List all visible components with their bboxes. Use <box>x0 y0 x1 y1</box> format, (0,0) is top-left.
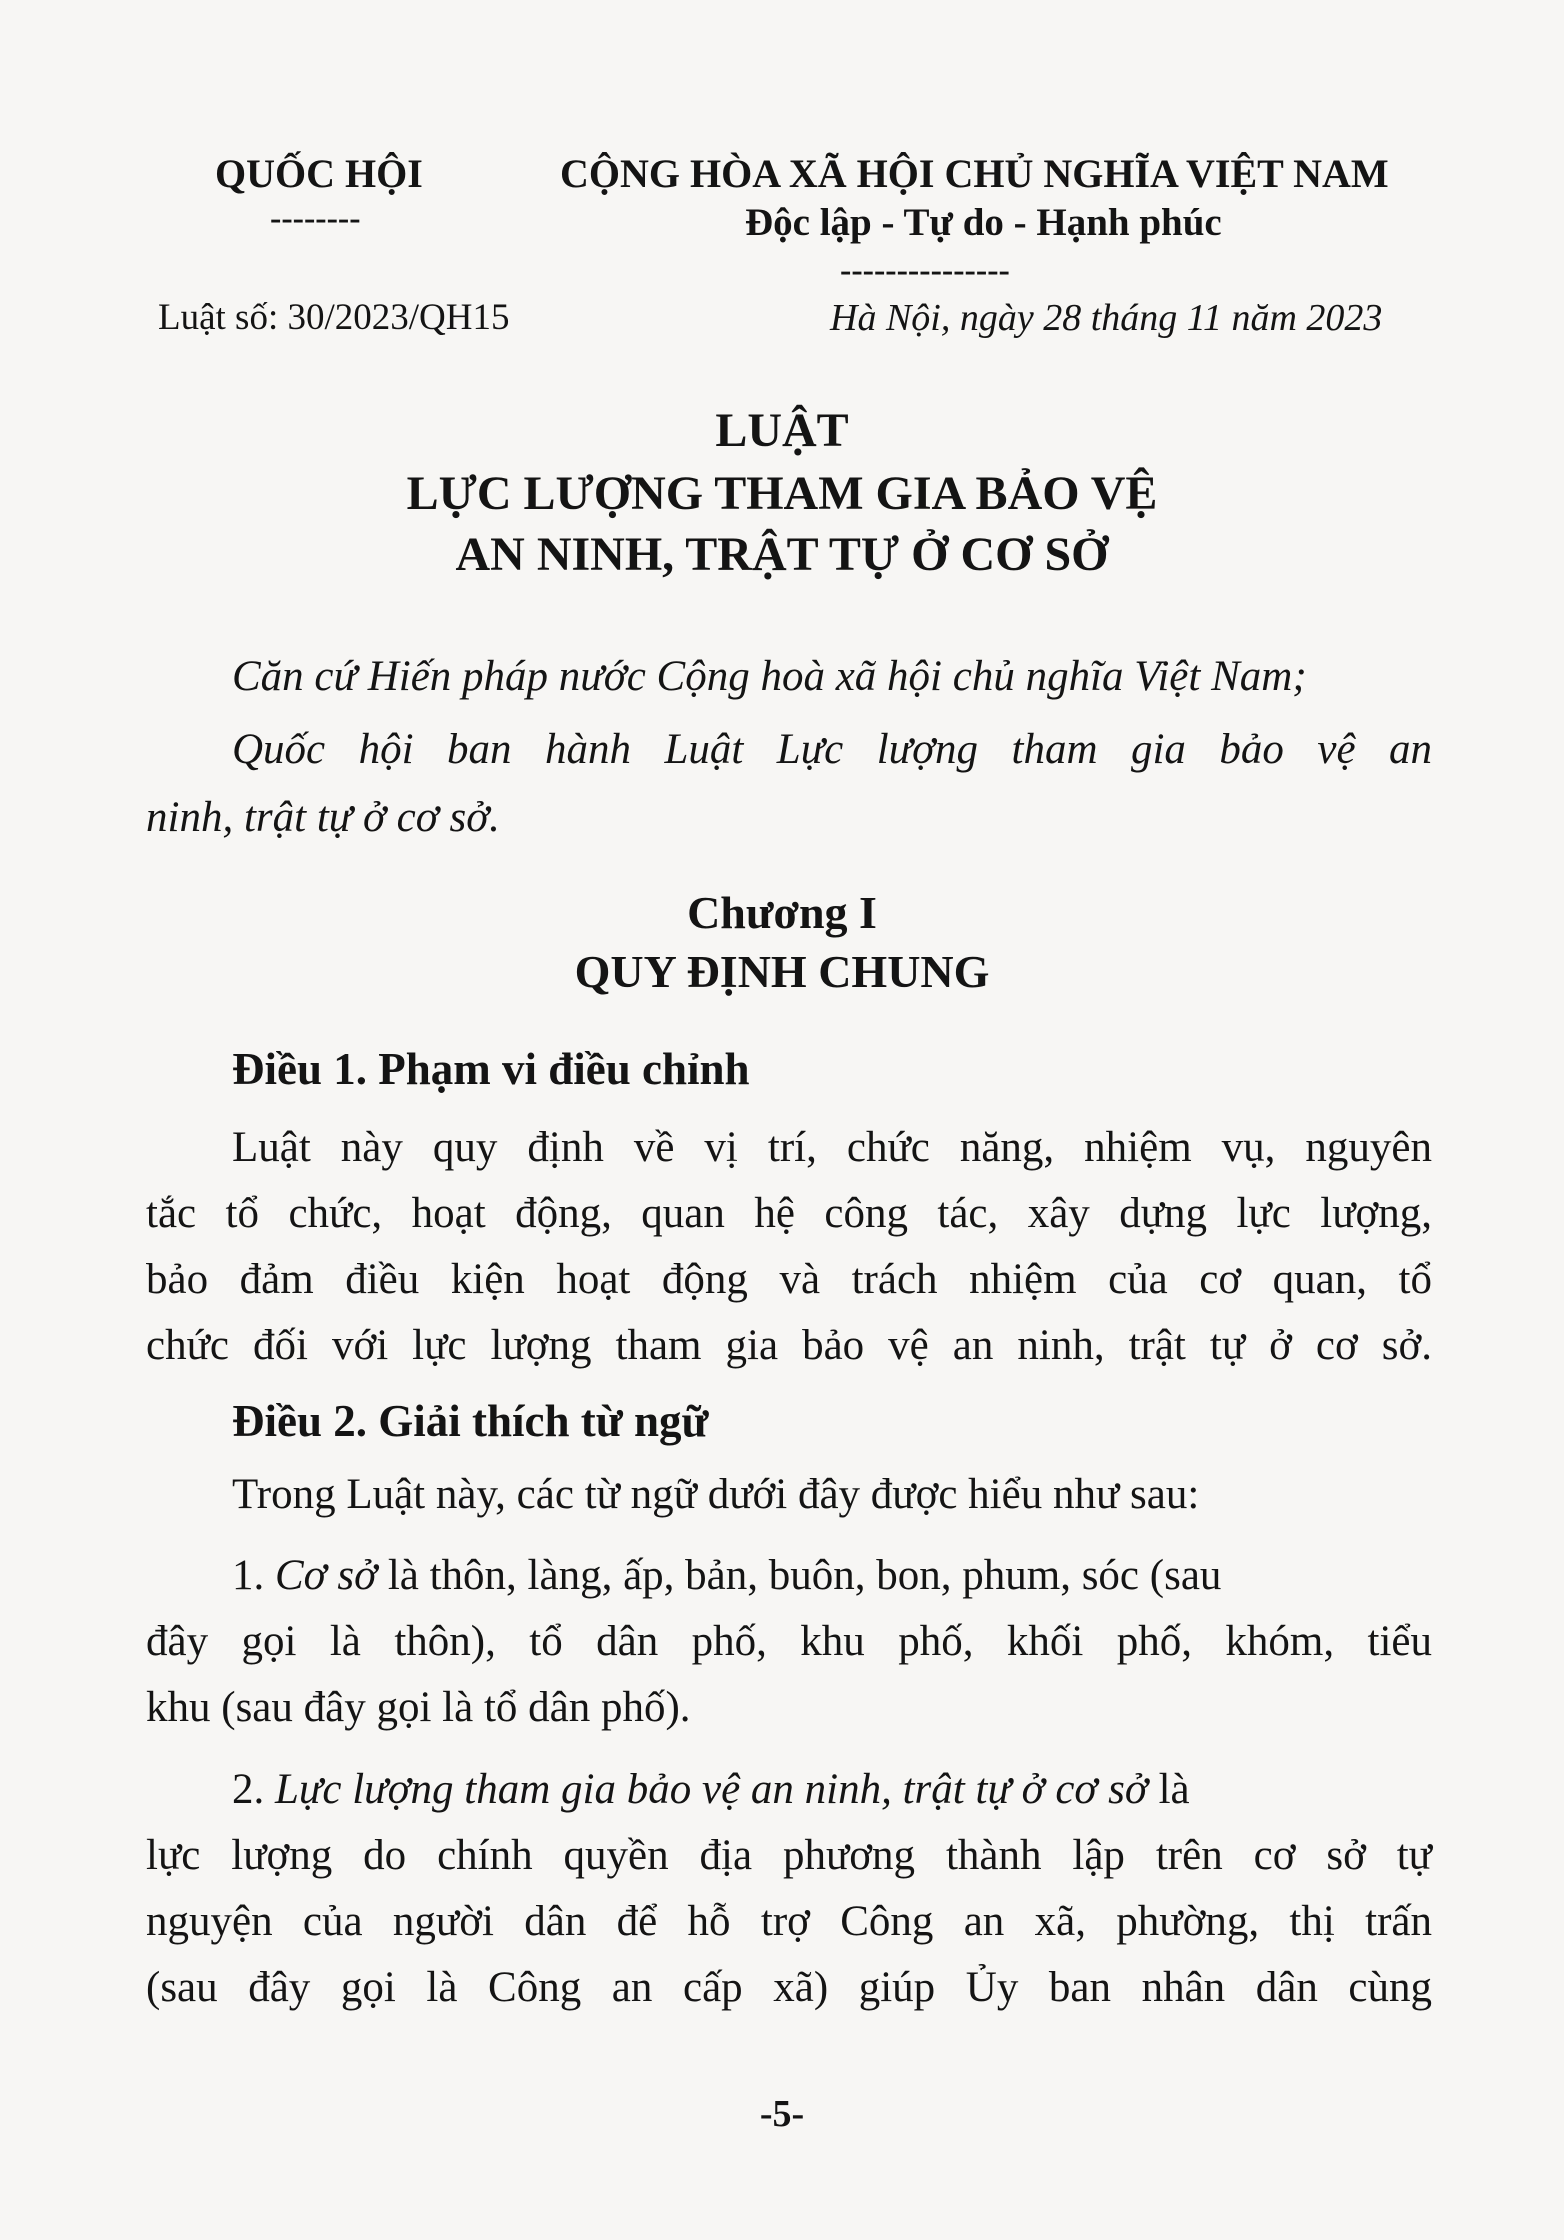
definition-1-line-1 <box>232 1551 1432 1600</box>
article-1-line: Luật này quy định về vị trí, chức năng, nhiệm vụ, nguyên <box>232 1124 1432 1171</box>
definition-2-line-3: nguyện của người dân để hỗ trợ Công an xã, phường, thị trấn <box>146 1898 1432 1945</box>
article-1-heading: Điều 1. Phạm vi điều chỉnh <box>232 1044 750 1094</box>
defined-term: Lực lượng tham gia bảo vệ an ninh, trật tự ở cơ sở <box>275 1766 1148 1813</box>
definition-number: 2. <box>232 1766 275 1813</box>
issuing-body-rule: -------- <box>270 200 361 237</box>
chapter-name: QUY ĐỊNH CHUNG <box>574 946 990 997</box>
article-1-line: bảo đảm điều kiện hoạt động và trách nhiệm của cơ quan, tổ <box>146 1256 1432 1303</box>
page-number: -5- <box>759 2093 805 2135</box>
place-date: Hà Nội, ngày 28 tháng 11 năm 2023 <box>830 297 1383 339</box>
law-number: Luật số: 30/2023/QH15 <box>158 297 510 338</box>
definition-2-line-4: (sau đây gọi là Công an cấp xã) giúp Ủy ban nhân dân cùng <box>146 1964 1432 2011</box>
enactment-line-2: ninh, trật tự ở cơ sở. <box>146 794 500 841</box>
chapter-number: Chương I <box>687 887 877 938</box>
law-title-line-1: LỰC LƯỢNG THAM GIA BẢO VỆ <box>406 467 1158 520</box>
definition-text: là <box>1147 1766 1190 1813</box>
article-1-line: tắc tổ chức, hoạt động, quan hệ công tác, xây dựng lực lượng, <box>146 1190 1432 1237</box>
national-motto-rule: --------------- <box>840 252 1010 289</box>
issuing-body: QUỐC HỘI <box>215 151 423 196</box>
article-1-line: chức đối với lực lượng tham gia bảo vệ an ninh, trật tự ở cơ sở. <box>146 1322 1432 1369</box>
definition-1-line-2: đây gọi là thôn), tổ dân phố, khu phố, khối phố, khóm, tiểu <box>146 1618 1432 1665</box>
national-motto: Độc lập - Tự do - Hạnh phúc <box>745 201 1222 244</box>
defined-term: Cơ sở <box>275 1552 378 1599</box>
law-title-line-2: AN NINH, TRẬT TỰ Ở CƠ SỞ <box>455 528 1109 581</box>
article-2-heading: Điều 2. Giải thích từ ngữ <box>232 1396 709 1446</box>
definition-1-line-3: khu (sau đây gọi là tổ dân phố). <box>146 1684 691 1731</box>
document-type: LUẬT <box>715 404 849 457</box>
definition-text: là thôn, làng, ấp, bản, buôn, bon, phum, sóc (sau <box>377 1552 1222 1599</box>
legal-basis: Căn cứ Hiến pháp nước Cộng hoà xã hội chủ nghĩa Việt Nam; <box>232 653 1307 700</box>
national-title: CỘNG HÒA XÃ HỘI CHỦ NGHĨA VIỆT NAM <box>560 151 1389 196</box>
definition-2-line-1 <box>232 1765 1432 1814</box>
enactment-line-1: Quốc hội ban hành Luật Lực lượng tham gia bảo vệ an <box>232 726 1432 773</box>
definition-2-line-2: lực lượng do chính quyền địa phương thành lập trên cơ sở tự <box>146 1832 1432 1879</box>
article-2-intro: Trong Luật này, các từ ngữ dưới đây được hiểu như sau: <box>232 1471 1200 1518</box>
definition-number: 1. <box>232 1552 275 1599</box>
